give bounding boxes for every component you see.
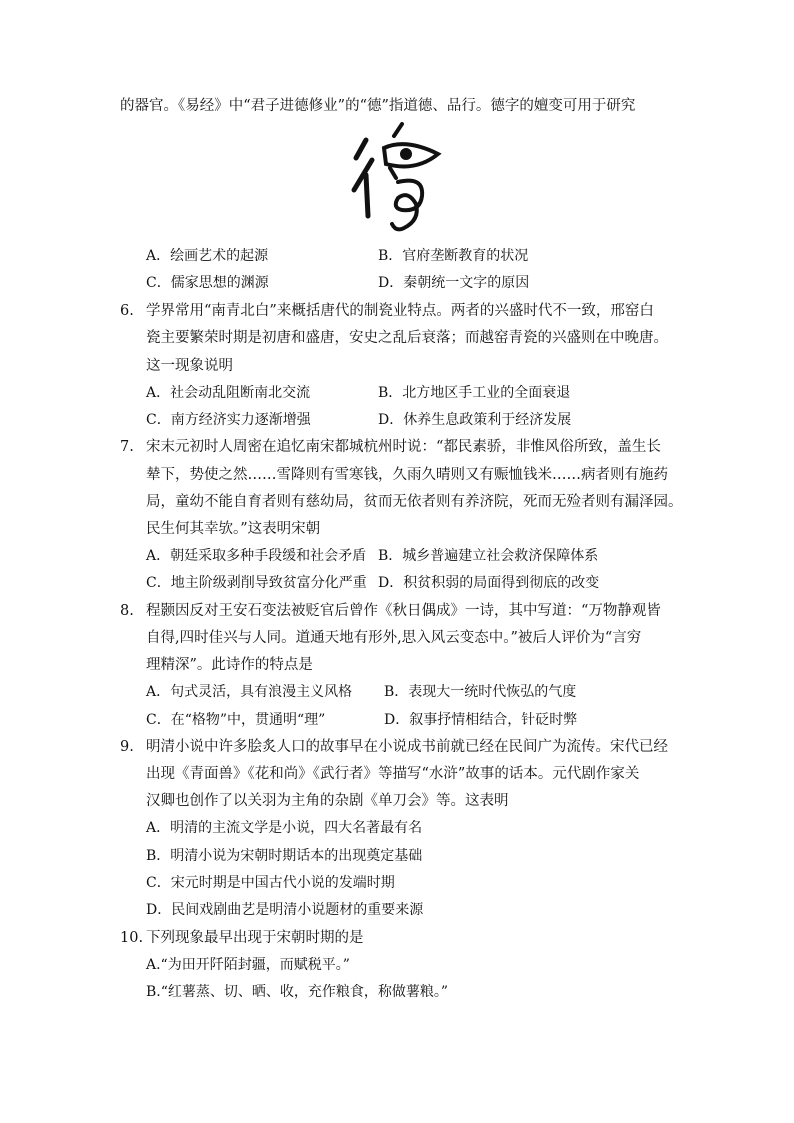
de-glyph-svg [346, 120, 446, 238]
q7-option-d: D．积贫积弱的局面得到彻底的改变 [378, 575, 600, 591]
q5-option-b: B．官府垄断教育的状况 [378, 248, 529, 264]
q6-option-d: D．休养生息政策利于经济发展 [378, 412, 572, 428]
q8-line-1: 程颢因反对王安石变法被贬官后曾作《秋日偶成》一诗，其中写道：“万物静观皆 [146, 603, 661, 619]
q6-line-3: 这一现象说明 [146, 358, 233, 374]
q7-line-3: 局，童幼不能自育者则有慈幼局，贫而无依者则有养济院，死而无殓者则有漏泽园。 [146, 494, 683, 510]
q6-option-c: C．南方经济实力逐渐增强 [146, 412, 311, 428]
q6-option-a: A．社会动乱阻断南北交流 [146, 385, 311, 401]
q8-option-c: C．在“格物”中，贯通明“理” [146, 712, 326, 728]
q8-number: 8. [120, 603, 134, 619]
q9-line-3: 汉卿也创作了以关羽为主角的杂剧《单刀会》等。这表明 [146, 793, 509, 809]
q7-line-1: 宋末元初时人周密在追忆南宋都城杭州时说：“都民素骄，非惟风俗所致，盖生长 [146, 439, 661, 455]
q6-line-2: 瓷主要繁荣时期是初唐和盛唐，安史之乱后衰落；而越窑青瓷的兴盛则在中晚唐。 [146, 330, 668, 346]
q5-option-a: A．绘画艺术的起源 [146, 248, 269, 264]
q9-option-d: D．民间戏剧曲艺是明清小说题材的重要来源 [146, 902, 424, 918]
ancient-de-character-image [346, 120, 446, 238]
q7-line-4: 民生何其幸欤。”这表明宋朝 [146, 521, 321, 537]
q5-option-c: C．儒家思想的渊源 [146, 275, 269, 291]
q7-line-2: 辇下，势使之然……雪降则有雪寒钱，久雨久晴则又有赈恤钱米……病者则有施药 [146, 467, 668, 483]
q9-line-2: 出现《青面兽》《花和尚》《武行者》等描写“水浒”故事的话本。元代剧作家关 [146, 766, 640, 782]
q9-number: 9. [120, 739, 134, 755]
q10-option-a: A.“为田开阡陌封疆，而赋税平。” [146, 957, 350, 973]
q8-line-3: 理精深”。此诗作的特点是 [146, 657, 313, 673]
q8-option-d: D．叙事抒情相结合，针砭时弊 [384, 712, 578, 728]
q9-option-c: C．宋元时期是中国古代小说的发端时期 [146, 875, 395, 891]
q6-number: 6. [120, 303, 134, 319]
q7-option-b: B．城乡普遍建立社会救济保障体系 [378, 548, 599, 564]
q6-option-b: B．北方地区手工业的全面衰退 [378, 385, 571, 401]
q8-option-a: A．句式灵活，具有浪漫主义风格 [146, 684, 353, 700]
q9-option-b: B．明清小说为宋朝时期话本的出现奠定基础 [146, 848, 423, 864]
q10-option-b: B.“红薯蒸、切、晒、收，充作粮食，称做薯粮。” [146, 984, 449, 1000]
q6-line-1: 学界常用“南青北白”来概括唐代的制瓷业特点。两者的兴盛时代不一致，邢窑白 [146, 303, 654, 319]
q9-option-a: A．明清的主流文学是小说，四大名著最有名 [146, 820, 423, 836]
intro-line: 的器官。《易经》中“君子进德修业”的“德”指道德、品行。德字的嬗变可用于研究 [120, 98, 636, 114]
q10-number: 10. [120, 930, 144, 946]
q7-option-a: A．朝廷采取多种手段缓和社会矛盾 [146, 548, 367, 564]
q8-option-b: B．表现大一统时代恢弘的气度 [384, 684, 577, 700]
q7-option-c: C．地主阶级剥削导致贫富分化严重 [146, 575, 367, 591]
q8-line-2: 自得,四时佳兴与人同。道通天地有形外,思入风云变态中。”被后人评价为“言穷 [146, 630, 642, 646]
q10-line-1: 下列现象最早出现于宋朝时期的是 [146, 930, 364, 946]
q9-line-1: 明清小说中许多脍炙人口的故事早在小说成书前就已经在民间广为流传。宋代已经 [146, 739, 668, 755]
q7-number: 7. [120, 439, 134, 455]
q5-option-d: D．秦朝统一文字的原因 [378, 275, 530, 291]
